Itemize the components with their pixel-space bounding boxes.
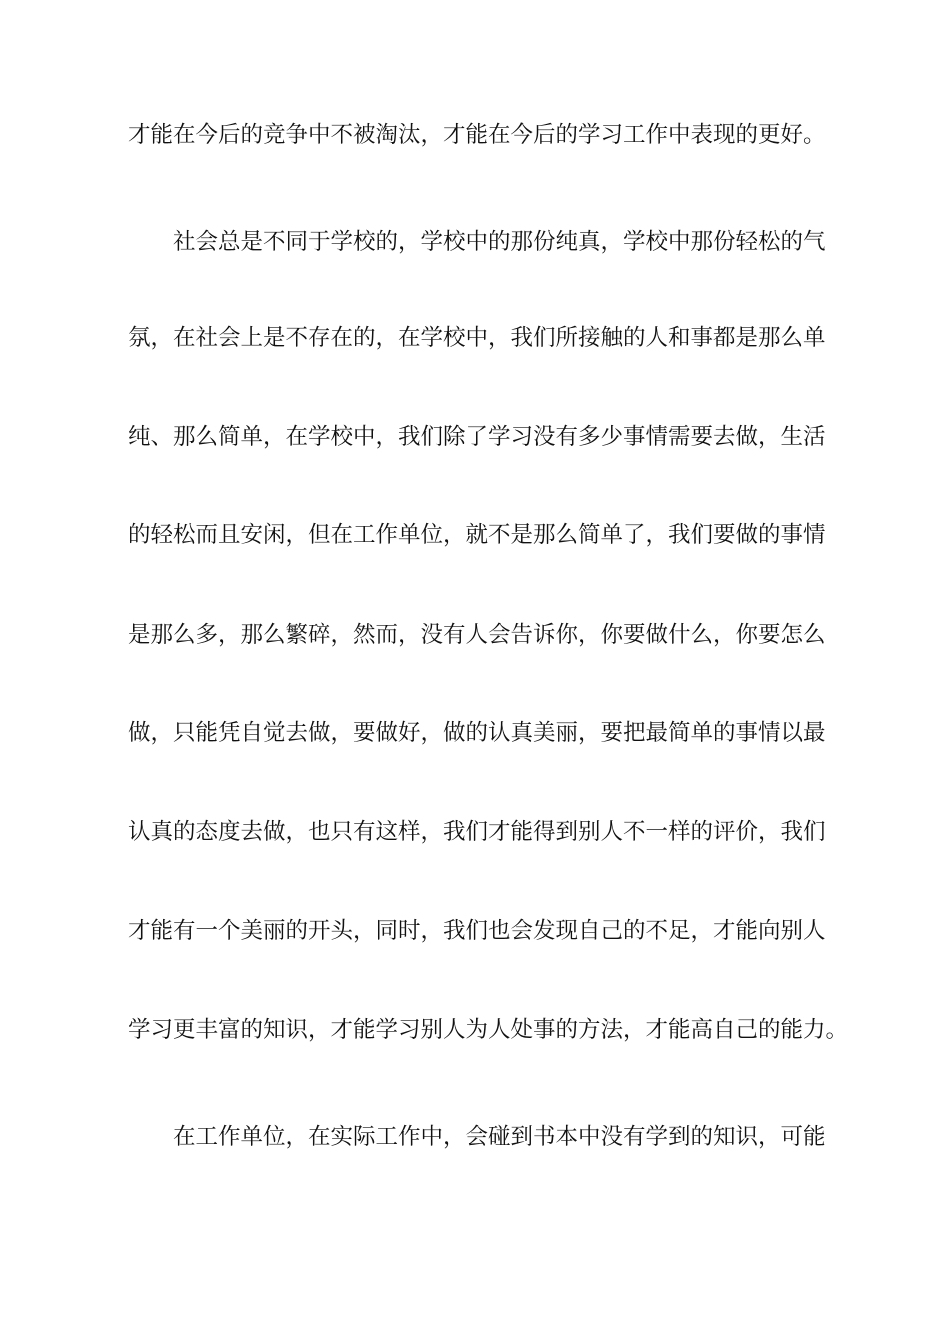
text-line-5: 的轻松而且安闲，但在工作单位，就不是那么简单了，我们要做的事情	[128, 522, 826, 548]
text-line-6: 是那么多，那么繁碎，然而，没有人会告诉你，你要做什么，你要怎么	[128, 622, 826, 648]
paragraph-start-line-2: 社会总是不同于学校的，学校中的那份纯真，学校中那份轻松的气	[173, 229, 826, 255]
text-line-4: 纯、那么简单，在学校中，我们除了学习没有多少事情需要去做，生活	[128, 424, 826, 450]
text-line-1: 才能在今后的竞争中不被淘汰，才能在今后的学习工作中表现的更好。	[128, 122, 826, 148]
text-line-10: 学习更丰富的知识，才能学习别人为人处事的方法，才能高自己的能力。	[128, 1017, 849, 1043]
text-line-7: 做，只能凭自觉去做，要做好，做的认真美丽，要把最简单的事情以最	[128, 720, 826, 746]
text-line-9: 才能有一个美丽的开头，同时，我们也会发现自己的不足，才能向别人	[128, 918, 826, 944]
text-line-8: 认真的态度去做，也只有这样，我们才能得到别人不一样的评价，我们	[128, 819, 826, 845]
text-line-3: 氛，在社会上是不存在的，在学校中，我们所接触的人和事都是那么单	[128, 325, 826, 351]
paragraph-start-line-11: 在工作单位，在实际工作中，会碰到书本中没有学到的知识，可能	[173, 1124, 826, 1150]
